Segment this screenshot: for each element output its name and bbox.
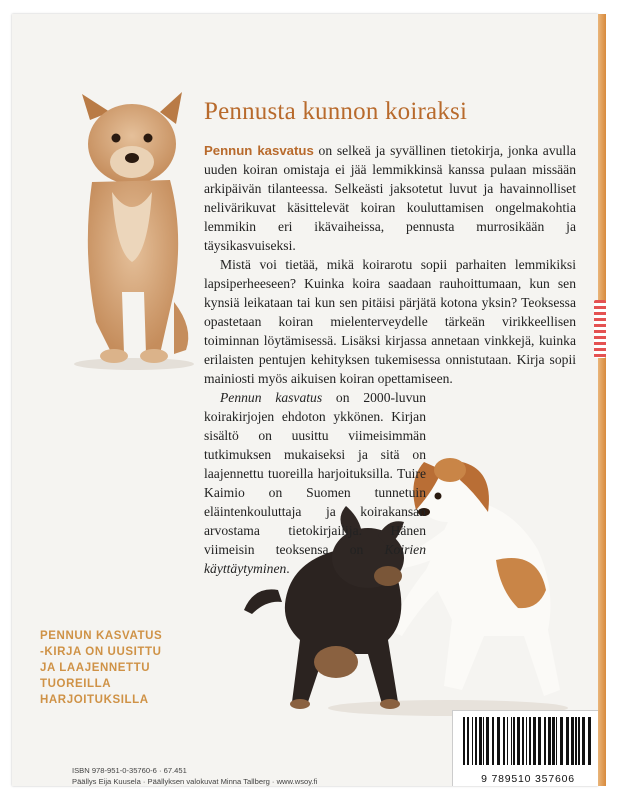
slogan-line: TUOREILLA [40,678,112,690]
book-spine-edge [598,14,606,786]
credits-line: Päällys Eija Kuusela · Päällyksen valokuvat Minna Tallberg · www.wsoy.fi [72,777,318,786]
finnish-spitz-puppy-photo [62,92,202,372]
price-sticker [594,300,606,358]
slogan-line: PENNUN KASVATUS [40,630,163,642]
publication-info [72,765,317,786]
book-back-cover [12,14,598,786]
blurb-text-3-end: . [286,561,290,576]
blurb-text-3: on 2000-luvun koirakirjojen ehdoton ykkönen. Kirjan sisältö on uusittu viimeisimmän tutkimuksen mukaiseksi ja sitä on laajennettu tuoreilla harjoituksilla. Tuire Kaimio on Suomen tunnetuin eläintenkouluttaja ja koirakansan arvostama tietokirjailija. Hänen viimeisin teoksensa on [204,390,426,557]
book-title-lead: Pennun kasvatus [204,143,314,158]
back-cover-title: Pennusta kunnon koiraksi [204,98,468,125]
other-book-title: Koirien käyttäytyminen [204,542,426,576]
barcode-bars [461,717,595,765]
blurb-paragraph-3 [204,388,426,578]
barcode [452,710,598,786]
isbn-line: ISBN 978-951-0-35760-6 · 67.451 [72,766,187,775]
blurb [204,141,576,578]
book-title-italic: Pennun kasvatus [220,390,323,405]
blurb-paragraph-2: Mistä voi tietää, mikä koirarotu sopii parhaiten lemmikiksi lapsiperheeseen? Kuinka koira saadaan rauhoittumaan, kun sen kynsiä leikataan tai kun sen pitäisi pärjätä kotona yksin? Teoksessa opastetaan koiran mielenterveydelle tärkeän virikkeellisen toiminnan löytämisessä. Lisäksi kirjassa annetaan vinkkejä, kuinka erilaisten pentujen kehityksen tukemisessa onnistutaan. Kirja sopii mainiosti myös aikuisen koiran opettamiseen. [204,257,576,386]
slogan-line: -KIRJA ON UUSITTU [40,646,162,658]
slogan-line: JA LAAJENNETTU [40,662,151,674]
blurb-paragraph-1 [204,141,576,255]
blurb-text-1: on selkeä ja syvällinen tietokirja, jonka avulla uuden koiran omistaja ei jää lemmikkinsä kanssa pulaan missään arkipäivän tilanteessa. Selkeästi jaksotetut luvut ja havainnolliset nelivärikuvat käsittelevät koiran kouluttamisen ongelmakohtia lemmikin eri ikävaiheissa, pennusta murrosikään ja täysikasvuiseksi. [204,143,576,253]
slogan-line: HARJOITUKSILLA [40,694,149,706]
slogan [40,628,220,708]
barcode-number: 9 789510 357606 [481,773,575,785]
